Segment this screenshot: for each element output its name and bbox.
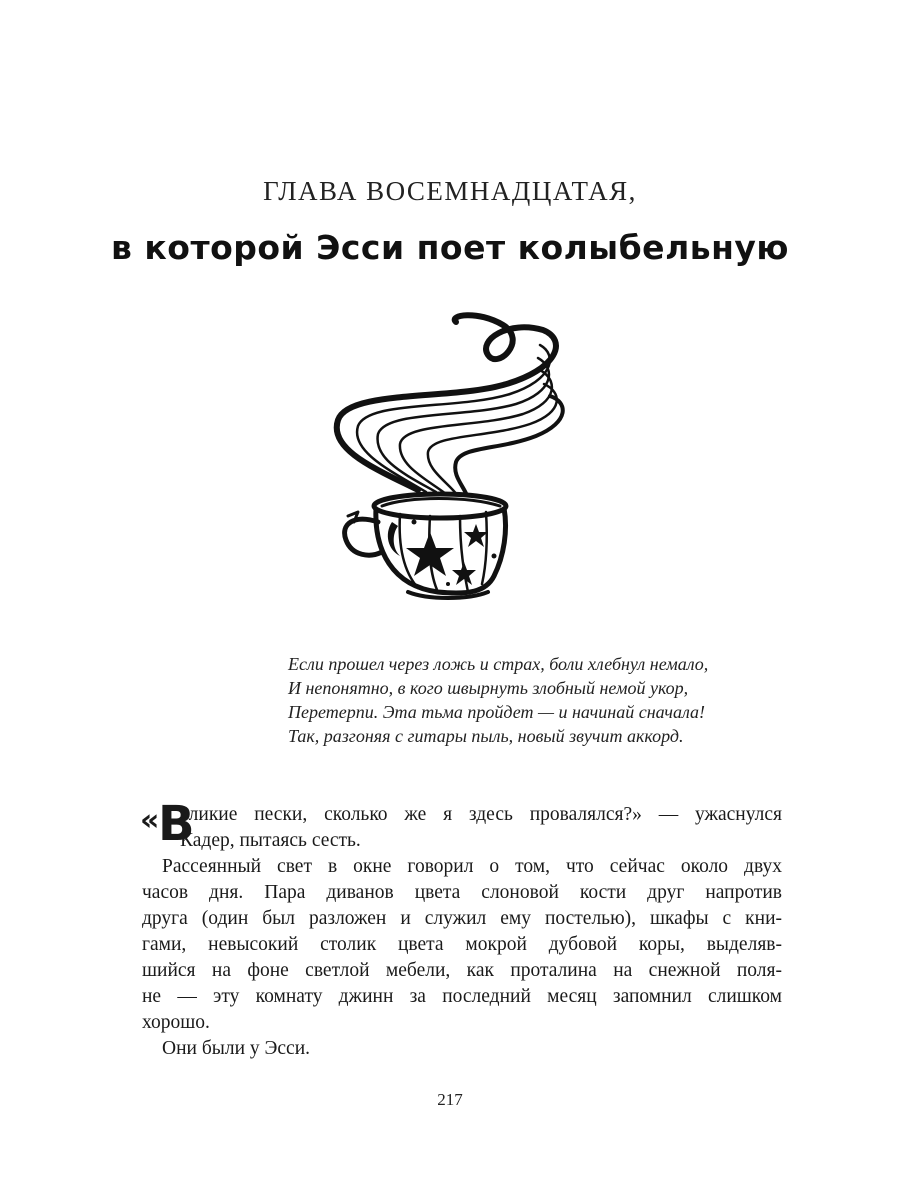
epigraph-line: Так, разгоняя с гитары пыль, новый звучит аккорд. [288, 726, 684, 746]
body-line: Они были у Эсси. [162, 1038, 311, 1059]
first-paragraph [140, 796, 782, 854]
steam-ribbon-4 [428, 384, 557, 496]
page-number: 217 [437, 1090, 463, 1109]
body-line: часов дня. Пара диванов цвета слоновой кости друг напротив [142, 882, 782, 903]
body-line: шийся на фоне светлой мебели, как проталина на снежной поля- [142, 960, 782, 981]
body-line: гами, невысокий столик цвета мокрой дубовой коры, выделяв- [142, 934, 782, 955]
chapter-title: в которой Эсси поет колыбельную [111, 228, 789, 267]
body-line: хорошо. [142, 1012, 210, 1033]
epigraph-line: Если прошел через ложь и страх, боли хлебнул немало, [288, 654, 709, 674]
body-line: не — эту комнату джинн за последний месяц запомнил слишком [142, 986, 782, 1007]
dropcap-quote: « [140, 803, 160, 838]
dropcap-letter: В [158, 796, 195, 852]
epigraph-line: И непонятно, в кого швырнуть злобный немой укор, [288, 678, 689, 698]
body-line: Кадер, пытаясь сесть. [180, 830, 361, 851]
epigraph [288, 652, 748, 748]
body-line: Рассеянный свет в окне говорил о том, что сейчас около двух [162, 856, 782, 877]
body-text [140, 796, 782, 1062]
body-line: еликие пески, сколько же я здесь провалялся?» — ужаснулся [180, 804, 782, 825]
epigraph-line: Перетерпи. Эта тьма пройдет — и начинай сначала! [288, 702, 706, 722]
steaming-cup-with-stars-icon [318, 300, 588, 610]
chapter-label: ГЛАВА ВОСЕМНАДЦАТАЯ, [263, 176, 637, 206]
body-line: друга (один был разложен и служил ему постелью), шкафы с кни- [142, 908, 782, 929]
